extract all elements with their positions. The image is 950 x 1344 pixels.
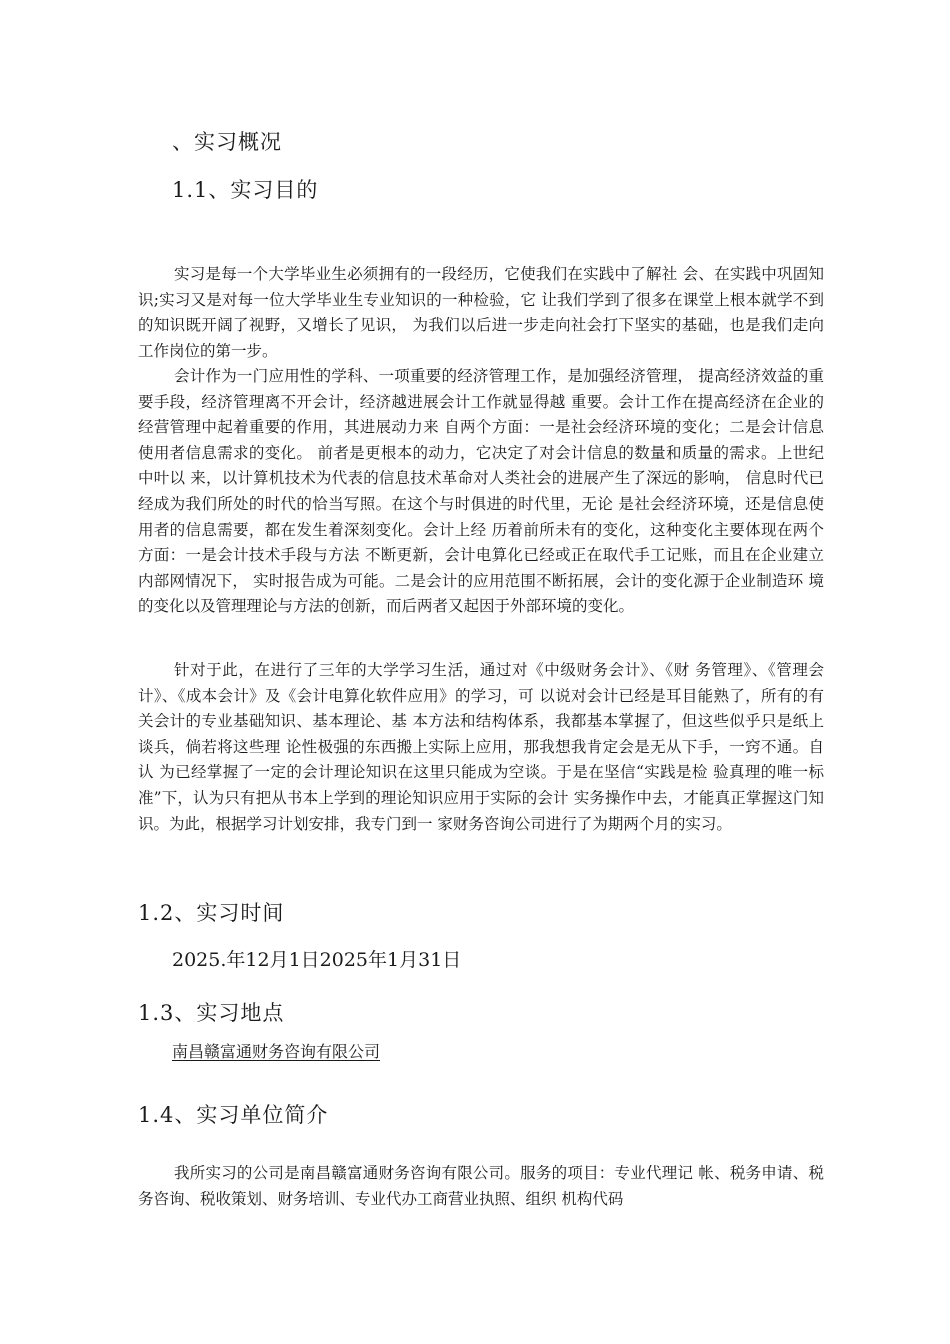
internship-dates: 2025.年12月1日2025年1月31日	[172, 949, 462, 971]
paragraph-purpose-2: 会计作为一门应用性的学科、一项重要的经济管理工作，是加强经济管理， 提高经济效益的重要手段，经济管理离不开会计，经济越进展会计工作就显得越 重要。会计工作在提高经济在企业的经营管理中起着重要的作用，其进展动力来 自两个方面：一是社会经济环境的变化；二是会计信息使用者信息需求的变化。 前者是更根本的动力，它决定了对会计信息的数量和质量的需求。上世纪中叶以 来，以计算机技术为代表的信息技术革命对人类社会的进展产生了深远的影响， 信息时代已经成为我们所处的时代的恰当写照。在这个与时俱进的时代里，无论 是社会经济环境，还是信息使用者的信息需要，都在发生着深刻变化。会计上经 历着前所未有的变化，这种变化主要体现在两个方面：一是会计技术手段与方法 不断更新，会计电算化已经或正在取代手工记账，而且在企业建立内部网情况下， 实时报告成为可能。二是会计的应用范围不断拓展，会计的变化源于企业制造环 境的变化以及管理理论与方法的创新，而后两者又起因于外部环境的变化。	[138, 367, 824, 616]
heading-1-4: 1.4、实习单位简介	[138, 1103, 329, 1127]
section-title: 、实习概况	[172, 130, 282, 154]
heading-1-2: 1.2、实习时间	[138, 901, 285, 925]
heading-1-3: 1.3、实习地点	[138, 1001, 285, 1025]
paragraph-purpose-3: 针对于此，在进行了三年的大学学习生活，通过对《中级财务会计》、《财 务管理》、《管理会计》、《成本会计》及《会计电算化软件应用》的学习，可 以说对会计已经是耳目能熟了，所有的有关会计的专业基础知识、基本理论、基 本方法和结构体系，我都基本掌握了，但这些似乎只是纸上谈兵，倘若将这些理 论性极强的东西搬上实际上应用，那我想我肯定会是无从下手，一窍不通。自认 为已经掌握了一定的会计理论知识在这里只能成为空谈。于是在坚信“实践是检 验真理的唯一标准”下，认为只有把从书本上学到的理论知识应用于实际的会计 实务操作中去，才能真正掌握这门知识。为此，根据学习计划安排，我专门到一 家财务咨询公司进行了为期两个月的实习。	[138, 661, 824, 833]
paragraph-company-intro: 我所实习的公司是南昌赣富通财务咨询有限公司。服务的项目：专业代理记 帐、税务申请、税务咨询、税收策划、财务培训、专业代办工商营业执照、组织 机构代码	[138, 1164, 824, 1208]
paragraph-purpose-1: 实习是每一个大学毕业生必须拥有的一段经历，它使我们在实践中了解社 会、在实践中巩固知识;实习又是对每一位大学毕业生专业知识的一种检验，它 让我们学到了很多在课堂上根本就学不到的知识既开阔了视野，又增长了见识， 为我们以后进一步走向社会打下坚实的基础，也是我们走向工作岗位的第一步。	[138, 265, 824, 360]
company-name: 南昌赣富通财务咨询有限公司	[172, 1042, 381, 1061]
heading-1-1: 1.1、实习目的	[172, 178, 319, 202]
